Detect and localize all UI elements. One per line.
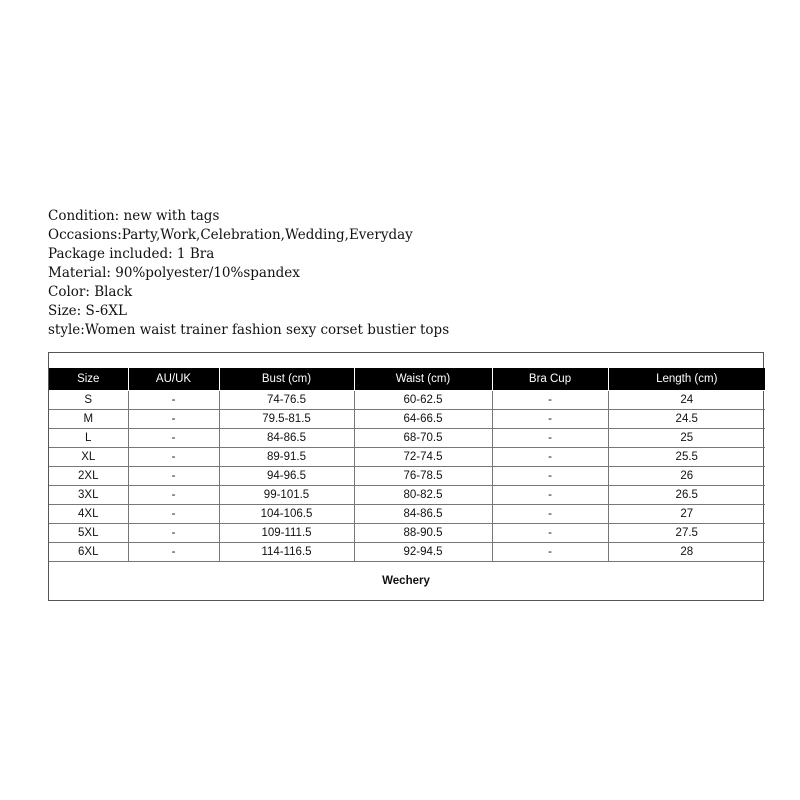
size-cell: XL [49, 448, 128, 467]
table-row [49, 467, 765, 486]
waist-cell: 80-82.5 [354, 486, 492, 505]
waist-cell: 88-90.5 [354, 524, 492, 543]
waist-cell: 84-86.5 [354, 505, 492, 524]
length-cell: 27 [608, 505, 765, 524]
bust-cell: 79.5-81.5 [219, 410, 354, 429]
table-row [49, 410, 765, 429]
au-uk-cell: - [128, 391, 219, 410]
length-cell: 25.5 [608, 448, 765, 467]
description-line: Package included: 1 Bra [48, 246, 215, 262]
length-cell: 24 [608, 391, 765, 410]
bust-cell: 89-91.5 [219, 448, 354, 467]
bust-header: Bust (cm) [219, 368, 354, 391]
waist-cell: 76-78.5 [354, 467, 492, 486]
size-cell: 4XL [49, 505, 128, 524]
length-cell: 28 [608, 543, 765, 562]
waist-cell: 64-66.5 [354, 410, 492, 429]
au-uk-cell: - [128, 429, 219, 448]
brand-name: Wechery [382, 575, 430, 587]
bra-cup-cell: - [492, 410, 608, 429]
waist-cell: 92-94.5 [354, 543, 492, 562]
au-uk-cell: - [128, 486, 219, 505]
size-cell: 3XL [49, 486, 128, 505]
table-row [49, 486, 765, 505]
waist-cell: 60-62.5 [354, 391, 492, 410]
length-cell: 25 [608, 429, 765, 448]
table-row [49, 524, 765, 543]
table-header-row [49, 368, 765, 391]
size-chart [48, 352, 764, 601]
description-line: Color: Black [48, 284, 133, 300]
length-cell: 24.5 [608, 410, 765, 429]
size-cell: M [49, 410, 128, 429]
description-line: style:Women waist trainer fashion sexy corset bustier tops [48, 322, 450, 338]
bust-cell: 84-86.5 [219, 429, 354, 448]
au-uk-cell: - [128, 505, 219, 524]
bra-cup-cell: - [492, 391, 608, 410]
au-uk-cell: - [128, 467, 219, 486]
au-uk-cell: - [128, 543, 219, 562]
bust-cell: 114-116.5 [219, 543, 354, 562]
waist-cell: 68-70.5 [354, 429, 492, 448]
bust-cell: 94-96.5 [219, 467, 354, 486]
bust-cell: 74-76.5 [219, 391, 354, 410]
au-uk-cell: - [128, 410, 219, 429]
bra-cup-cell: - [492, 486, 608, 505]
size-cell: S [49, 391, 128, 410]
waist-header: Waist (cm) [354, 368, 492, 391]
product-description [48, 207, 768, 340]
bust-cell: 104-106.5 [219, 505, 354, 524]
size-cell: L [49, 429, 128, 448]
table-row [49, 505, 765, 524]
size-header: Size [49, 368, 128, 391]
table-row [49, 448, 765, 467]
length-cell: 26 [608, 467, 765, 486]
au-uk-header: AU/UK [128, 368, 219, 391]
bra-cup-header: Bra Cup [492, 368, 608, 391]
bust-cell: 99-101.5 [219, 486, 354, 505]
description-line: Size: S-6XL [48, 303, 127, 319]
bra-cup-cell: - [492, 505, 608, 524]
length-cell: 27.5 [608, 524, 765, 543]
table-row [49, 543, 765, 562]
bust-cell: 109-111.5 [219, 524, 354, 543]
bra-cup-cell: - [492, 448, 608, 467]
bra-cup-cell: - [492, 524, 608, 543]
bra-cup-cell: - [492, 429, 608, 448]
size-cell: 2XL [49, 467, 128, 486]
au-uk-cell: - [128, 448, 219, 467]
description-line: Condition: new with tags [48, 208, 220, 224]
length-cell: 26.5 [608, 486, 765, 505]
length-header: Length (cm) [608, 368, 765, 391]
table-row [49, 391, 765, 410]
description-line: Material: 90%polyester/10%spandex [48, 265, 300, 281]
bra-cup-cell: - [492, 543, 608, 562]
au-uk-cell: - [128, 524, 219, 543]
waist-cell: 72-74.5 [354, 448, 492, 467]
description-line: Occasions:Party,Work,Celebration,Wedding,Everyday [48, 227, 413, 243]
size-table [49, 368, 765, 562]
size-cell: 6XL [49, 543, 128, 562]
size-cell: 5XL [49, 524, 128, 543]
bra-cup-cell: - [492, 467, 608, 486]
table-row [49, 429, 765, 448]
